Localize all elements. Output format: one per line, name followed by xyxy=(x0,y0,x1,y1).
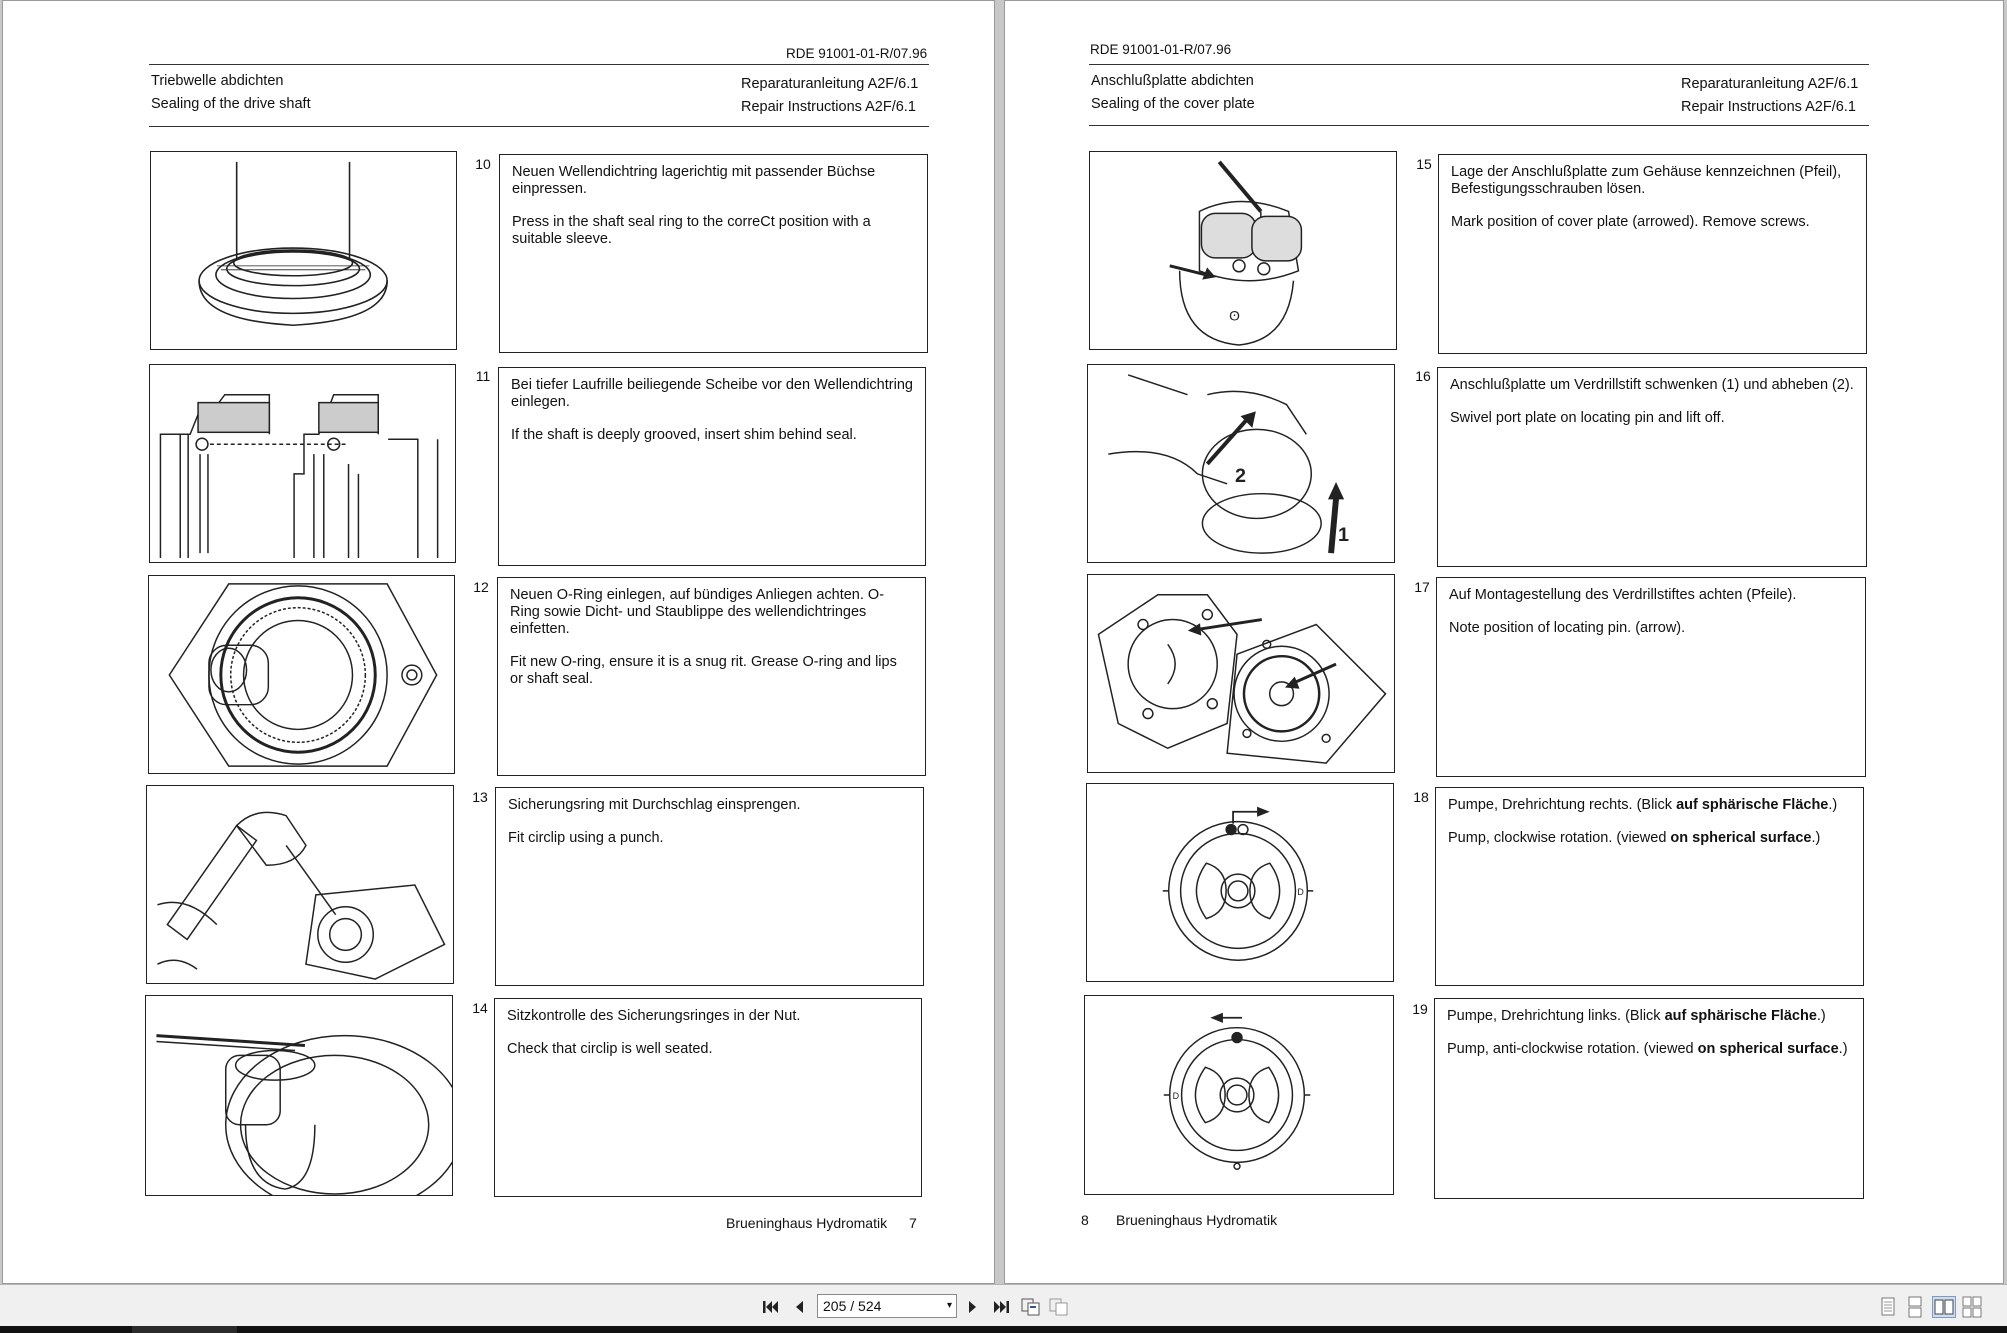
step-number: 16 xyxy=(1415,368,1431,384)
step-number: 14 xyxy=(472,1000,488,1016)
arrow-label-1: 1 xyxy=(1338,524,1350,547)
step-text-12 xyxy=(497,577,926,776)
section-title-en: Sealing of the cover plate xyxy=(1091,96,1255,112)
doc-code: RDE 91001-01-R/07.96 xyxy=(1090,42,1232,57)
continuous-view-button[interactable] xyxy=(1905,1296,1925,1318)
step-text-en: Press in the shaft seal ring to the correCt position with a suitable sleeve. xyxy=(512,214,871,247)
first-page-button[interactable] xyxy=(760,1297,782,1317)
step-text-en: Swivel port plate on locating pin and lift off. xyxy=(1450,410,1725,426)
step-number: 11 xyxy=(475,368,491,384)
header-rule xyxy=(1089,64,1869,65)
figure-step-16 xyxy=(1087,364,1395,563)
figure-step-15 xyxy=(1089,151,1397,350)
step-text-de: Lage der Anschlußplatte zum Gehäuse kennzeichnen (Pfeil), Befestigungsschrauben lösen. xyxy=(1451,164,1842,197)
step-number: 19 xyxy=(1412,1001,1428,1017)
footer-brand: Brueninghaus Hydromatik xyxy=(726,1215,888,1231)
step-text-18 xyxy=(1435,787,1864,986)
step-text-en: Mark position of cover plate (arrowed). Remove screws. xyxy=(1451,214,1810,230)
footer-page-number: 7 xyxy=(909,1215,917,1231)
step-text-de: Anschlußplatte um Verdrillstift schwenken (1) und abheben (2). xyxy=(1450,377,1854,393)
go-back-view-button[interactable] xyxy=(1020,1297,1042,1317)
single-page-icon xyxy=(1878,1296,1898,1318)
figure-step-14 xyxy=(145,995,453,1196)
taskbar-item[interactable] xyxy=(132,1326,237,1333)
step-text-17 xyxy=(1436,577,1866,777)
step-text-de: Pumpe, Drehrichtung rechts. (Blick auf sphärische Fläche.) xyxy=(1448,797,1838,813)
step-text-de: Sitzkontrolle des Sicherungsringes in der Nut. xyxy=(507,1008,801,1024)
step-text-en: Check that circlip is well seated. xyxy=(507,1041,713,1057)
left-page xyxy=(2,0,995,1284)
step-text-en: If the shaft is deeply grooved, insert shim behind seal. xyxy=(511,427,857,443)
figure-step-18 xyxy=(1086,783,1394,982)
forward-view-icon xyxy=(1049,1298,1069,1316)
step-text-de: Bei tiefer Laufrille beiliegende Scheibe vor den Wellendichtring einlegen. xyxy=(511,377,913,410)
figure-step-13 xyxy=(146,785,454,984)
previous-page-icon xyxy=(793,1299,805,1315)
last-page-icon xyxy=(992,1299,1010,1315)
page-number-input[interactable] xyxy=(817,1294,957,1318)
header-rule xyxy=(1089,125,1869,126)
step-number: 18 xyxy=(1413,789,1429,805)
step-text-en: Pump, anti-clockwise rotation. (viewed on spherical surface.) xyxy=(1447,1041,1848,1057)
step-number: 13 xyxy=(472,789,488,805)
two-page-continuous-icon xyxy=(1962,1296,1982,1318)
step-number: 17 xyxy=(1414,579,1430,595)
right-page xyxy=(1004,0,2004,1284)
previous-page-button[interactable] xyxy=(790,1297,808,1317)
step-text-de: Neuen O-Ring einlegen, auf bündiges Anliegen achten. O-Ring sowie Dicht- und Staublippe des wellendichtringes einfetten. xyxy=(510,587,885,637)
next-page-button[interactable] xyxy=(964,1297,982,1317)
viewer-toolbar xyxy=(0,1284,2007,1327)
step-text-19 xyxy=(1434,998,1864,1199)
step-text-en: Note position of locating pin. (arrow). xyxy=(1449,620,1686,636)
step-text-de: Neuen Wellendichtring lagerichtig mit passender Büchse einpressen. xyxy=(512,164,876,197)
step-text-14 xyxy=(494,998,922,1197)
step-text-16 xyxy=(1437,367,1867,567)
figure-step-10 xyxy=(150,151,457,350)
figure-step-19 xyxy=(1084,995,1394,1195)
step-text-15 xyxy=(1438,154,1867,354)
figure-step-11 xyxy=(149,364,456,563)
arrow-label-2: 2 xyxy=(1235,464,1247,487)
section-title-de: Anschlußplatte abdichten xyxy=(1091,73,1254,89)
dropdown-caret-icon[interactable]: ▾ xyxy=(946,1300,952,1311)
two-page-icon xyxy=(1933,1297,1955,1317)
manual-title-en: Repair Instructions A2F/6.1 xyxy=(741,99,916,115)
two-page-continuous-view-button[interactable] xyxy=(1962,1296,1982,1318)
step-text-de: Auf Montagestellung des Verdrillstiftes achten (Pfeile). xyxy=(1449,587,1797,603)
svg-text:ʘ: ʘ xyxy=(1229,307,1240,324)
step-number: 12 xyxy=(473,579,489,595)
step-text-de: Pumpe, Drehrichtung links. (Blick auf sphärische Fläche.) xyxy=(1447,1008,1826,1024)
step-text-en: Fit circlip using a punch. xyxy=(508,830,664,846)
footer-page-number: 8 xyxy=(1081,1212,1089,1228)
section-title-de: Triebwelle abdichten xyxy=(151,73,284,89)
next-page-icon xyxy=(967,1299,979,1315)
first-page-icon xyxy=(762,1299,780,1315)
taskbar xyxy=(0,1326,2007,1333)
single-page-view-button[interactable] xyxy=(1878,1296,1898,1318)
manual-title-en: Repair Instructions A2F/6.1 xyxy=(1681,99,1856,115)
figure-step-12 xyxy=(148,575,455,774)
step-text-en: Pump, clockwise rotation. (viewed on spherical surface.) xyxy=(1448,830,1821,846)
page-number-value: 205 / 524 xyxy=(823,1298,882,1314)
two-page-view-button[interactable] xyxy=(1932,1296,1956,1318)
footer-brand: Brueninghaus Hydromatik xyxy=(1116,1212,1278,1228)
continuous-page-icon xyxy=(1905,1296,1925,1318)
step-text-10 xyxy=(499,154,928,353)
last-page-button[interactable] xyxy=(990,1297,1012,1317)
header-rule xyxy=(149,126,929,127)
manual-title-de: Reparaturanleitung A2F/6.1 xyxy=(1681,76,1859,92)
step-text-de: Sicherungsring mit Durchschlag einsprengen. xyxy=(508,797,801,813)
manual-title-de: Reparaturanleitung A2F/6.1 xyxy=(741,76,919,92)
section-title-en: Sealing of the drive shaft xyxy=(151,96,311,112)
mark-d: D xyxy=(1297,886,1304,897)
mark-d: D xyxy=(1172,1090,1180,1101)
step-text-en: Fit new O-ring, ensure it is a snug rit. Grease O-ring and lips or shaft seal. xyxy=(510,654,897,687)
go-forward-view-button[interactable] xyxy=(1048,1297,1070,1317)
step-text-13 xyxy=(495,787,924,986)
doc-code: RDE 91001-01-R/07.96 xyxy=(786,46,928,61)
step-text-11 xyxy=(498,367,926,566)
step-number: 15 xyxy=(1416,156,1432,172)
back-view-icon xyxy=(1021,1298,1041,1316)
step-number: 10 xyxy=(475,156,491,172)
figure-step-17 xyxy=(1087,574,1395,773)
header-rule xyxy=(149,64,929,65)
